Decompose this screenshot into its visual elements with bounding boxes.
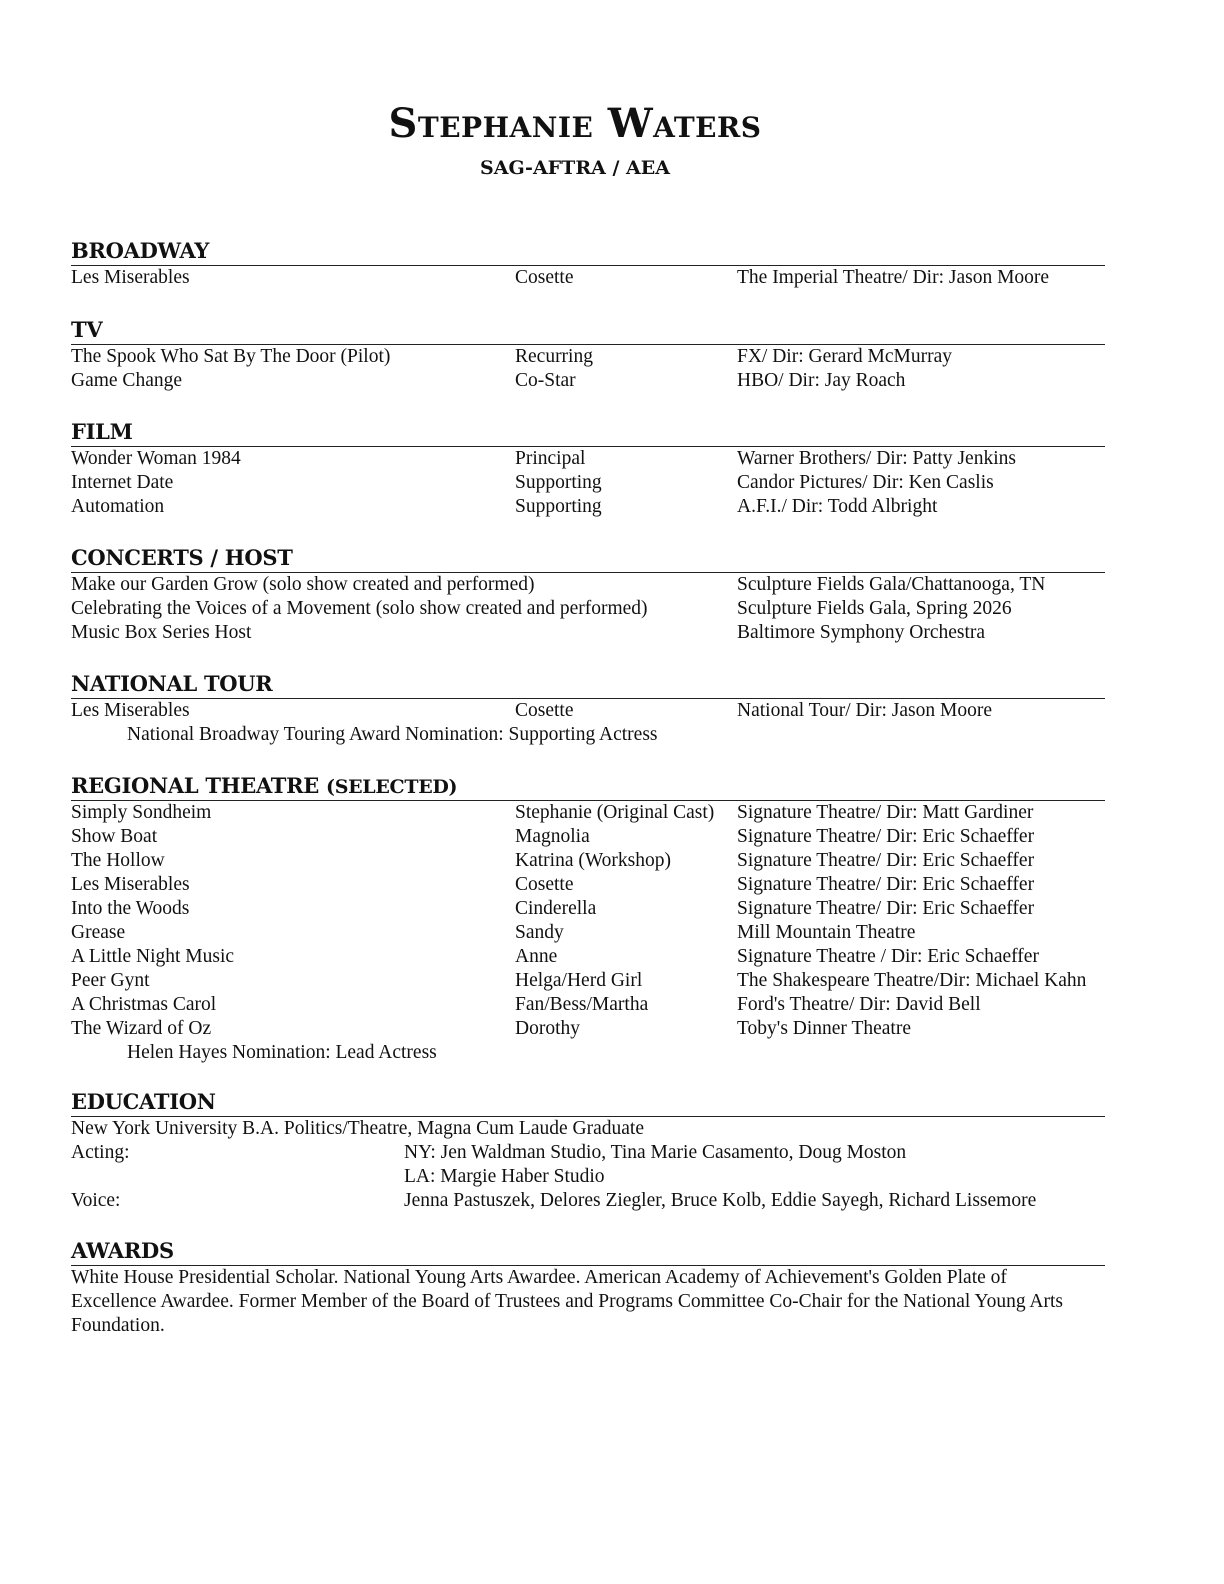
- credit-role: Dorothy: [515, 1018, 580, 1039]
- credit-title: Les Miserables: [71, 874, 190, 895]
- section-regional-theatre: [71, 772, 1105, 1065]
- credit-title: Game Change: [71, 370, 183, 391]
- section-heading-subtitle: (SELECTED): [326, 776, 458, 798]
- award-nomination-note: National Broadway Touring Award Nomination: Supporting Actress: [127, 724, 658, 745]
- award-nomination-note: Helen Hayes Nomination: Lead Actress: [127, 1042, 437, 1063]
- section-heading-title: REGIONAL THEATRE: [71, 773, 319, 798]
- credit-row: [71, 825, 1105, 849]
- credit-role: Supporting: [515, 472, 602, 493]
- credit-venue: Warner Brothers/ Dir: Patty Jenkins: [737, 448, 1016, 469]
- section-heading: BROADWAY: [71, 237, 1105, 266]
- credit-role: Anne: [515, 946, 558, 967]
- credit-row: [71, 447, 1105, 471]
- education-degree: New York University B.A. Politics/Theatre, Magna Cum Laude Graduate: [71, 1118, 644, 1139]
- credit-row: [71, 1017, 1105, 1041]
- credit-title: Into the Woods: [71, 898, 190, 919]
- section-heading: AWARDS: [71, 1237, 1105, 1266]
- credit-role: Cinderella: [515, 898, 597, 919]
- credit-row: [71, 801, 1105, 825]
- section-heading: FILM: [71, 418, 1105, 447]
- credit-title: Music Box Series Host: [71, 622, 252, 643]
- credit-role: Cosette: [515, 267, 574, 288]
- credit-row: [71, 573, 1105, 597]
- education-degree-row: [71, 1117, 1105, 1141]
- section-heading: TV: [71, 316, 1105, 345]
- section-heading: EDUCATION: [71, 1088, 1105, 1117]
- credit-row: [71, 897, 1105, 921]
- training-teachers: NY: Jen Waldman Studio, Tina Marie Casamento, Doug Moston: [404, 1142, 907, 1163]
- credit-venue: Mill Mountain Theatre: [737, 922, 916, 943]
- credit-row: [71, 969, 1105, 993]
- awards-text: White House Presidential Scholar. National Young Arts Awardee. American Academy of Achievement's Golden Plate of Excellence Awardee. Former Member of the Board of Trustees and Programs Committee Co-Chair for the National Young Arts Foundation.: [71, 1267, 1063, 1336]
- credit-title: Les Miserables: [71, 700, 190, 721]
- credit-role: Supporting: [515, 496, 602, 517]
- credit-venue: Signature Theatre/ Dir: Eric Schaeffer: [737, 898, 1035, 919]
- credit-venue: Signature Theatre/ Dir: Eric Schaeffer: [737, 874, 1035, 895]
- award-note-row: [71, 723, 1105, 747]
- performer-name: Stephanie Waters: [388, 100, 762, 147]
- credit-title: Automation: [71, 496, 165, 517]
- credit-role: Helga/Herd Girl: [515, 970, 643, 991]
- section-national-tour: [71, 670, 1105, 747]
- credit-venue: FX/ Dir: Gerard McMurray: [737, 346, 952, 367]
- training-teachers: LA: Margie Haber Studio: [404, 1166, 605, 1187]
- credit-venue: The Imperial Theatre/ Dir: Jason Moore: [737, 267, 1050, 288]
- union-affiliations: SAG-AFTRA / AEA: [480, 157, 670, 179]
- credit-title: Wonder Woman 1984: [71, 448, 241, 469]
- credit-venue: Sculpture Fields Gala, Spring 2026: [737, 598, 1012, 619]
- credit-title: A Little Night Music: [71, 946, 235, 967]
- credit-title: Simply Sondheim: [71, 802, 212, 823]
- training-teachers: Jenna Pastuszek, Delores Ziegler, Bruce Kolb, Eddie Sayegh, Richard Lissemore: [404, 1190, 1037, 1211]
- credit-venue: Baltimore Symphony Orchestra: [737, 622, 986, 643]
- credit-role: Cosette: [515, 874, 574, 895]
- credit-title: Internet Date: [71, 472, 174, 493]
- credit-row: [71, 345, 1105, 369]
- training-label: Acting:: [71, 1142, 130, 1163]
- credit-title: The Hollow: [71, 850, 165, 871]
- credit-row: [71, 849, 1105, 873]
- credit-row: [71, 471, 1105, 495]
- credit-venue: Signature Theatre/ Dir: Matt Gardiner: [737, 802, 1034, 823]
- credit-role: Magnolia: [515, 826, 590, 847]
- section-heading: NATIONAL TOUR: [71, 670, 1105, 699]
- credit-title: Grease: [71, 922, 126, 943]
- credit-role: Sandy: [515, 922, 564, 943]
- credit-title: The Wizard of Oz: [71, 1018, 212, 1039]
- credit-title: Make our Garden Grow (solo show created and performed): [71, 574, 535, 595]
- credit-row: [71, 597, 1105, 621]
- credit-row: [71, 369, 1105, 393]
- section-education: [71, 1088, 1105, 1213]
- credit-row: [71, 699, 1105, 723]
- award-note-row: [71, 1041, 1105, 1065]
- credit-role: Cosette: [515, 700, 574, 721]
- credit-row: [71, 873, 1105, 897]
- credit-title: Peer Gynt: [71, 970, 150, 991]
- credit-title: A Christmas Carol: [71, 994, 217, 1015]
- credit-title: Celebrating the Voices of a Movement (solo show created and performed): [71, 598, 648, 619]
- training-label: Voice:: [71, 1190, 121, 1211]
- training-row: [71, 1165, 1105, 1189]
- section-concerts: [71, 544, 1105, 645]
- section-heading: [71, 772, 1105, 801]
- credit-venue: A.F.I./ Dir: Todd Albright: [737, 496, 938, 517]
- credit-venue: The Shakespeare Theatre/Dir: Michael Kahn: [737, 970, 1087, 991]
- training-row: [71, 1189, 1105, 1213]
- credit-venue: Candor Pictures/ Dir: Ken Caslis: [737, 472, 994, 493]
- credit-role: Katrina (Workshop): [515, 850, 672, 871]
- credit-title: Show Boat: [71, 826, 158, 847]
- section-awards: [71, 1237, 1105, 1338]
- credit-row: [71, 945, 1105, 969]
- credit-venue: Sculpture Fields Gala/Chattanooga, TN: [737, 574, 1046, 595]
- credit-role: Recurring: [515, 346, 593, 367]
- credit-venue: Signature Theatre/ Dir: Eric Schaeffer: [737, 826, 1035, 847]
- credit-row: [71, 993, 1105, 1017]
- credit-venue: Signature Theatre/ Dir: Eric Schaeffer: [737, 850, 1035, 871]
- credit-title: The Spook Who Sat By The Door (Pilot): [71, 346, 391, 367]
- credit-venue: Ford's Theatre/ Dir: David Bell: [737, 994, 981, 1015]
- credit-role: Principal: [515, 448, 586, 469]
- credit-title: Les Miserables: [71, 267, 190, 288]
- credit-row: [71, 266, 1105, 290]
- section-tv: [71, 316, 1105, 393]
- credit-venue: Toby's Dinner Theatre: [737, 1018, 911, 1039]
- credit-role: Fan/Bess/Martha: [515, 994, 649, 1015]
- credit-venue: Signature Theatre / Dir: Eric Schaeffer: [737, 946, 1039, 967]
- credit-role: Co-Star: [515, 370, 576, 391]
- credit-role: Stephanie (Original Cast): [515, 802, 715, 823]
- section-broadway: [71, 237, 1105, 290]
- section-film: [71, 418, 1105, 519]
- training-row: [71, 1141, 1105, 1165]
- credit-venue: National Tour/ Dir: Jason Moore: [737, 700, 992, 721]
- credit-row: [71, 495, 1105, 519]
- section-heading: CONCERTS / HOST: [71, 544, 1105, 573]
- credit-row: [71, 621, 1105, 645]
- credit-venue: HBO/ Dir: Jay Roach: [737, 370, 906, 391]
- credit-row: [71, 921, 1105, 945]
